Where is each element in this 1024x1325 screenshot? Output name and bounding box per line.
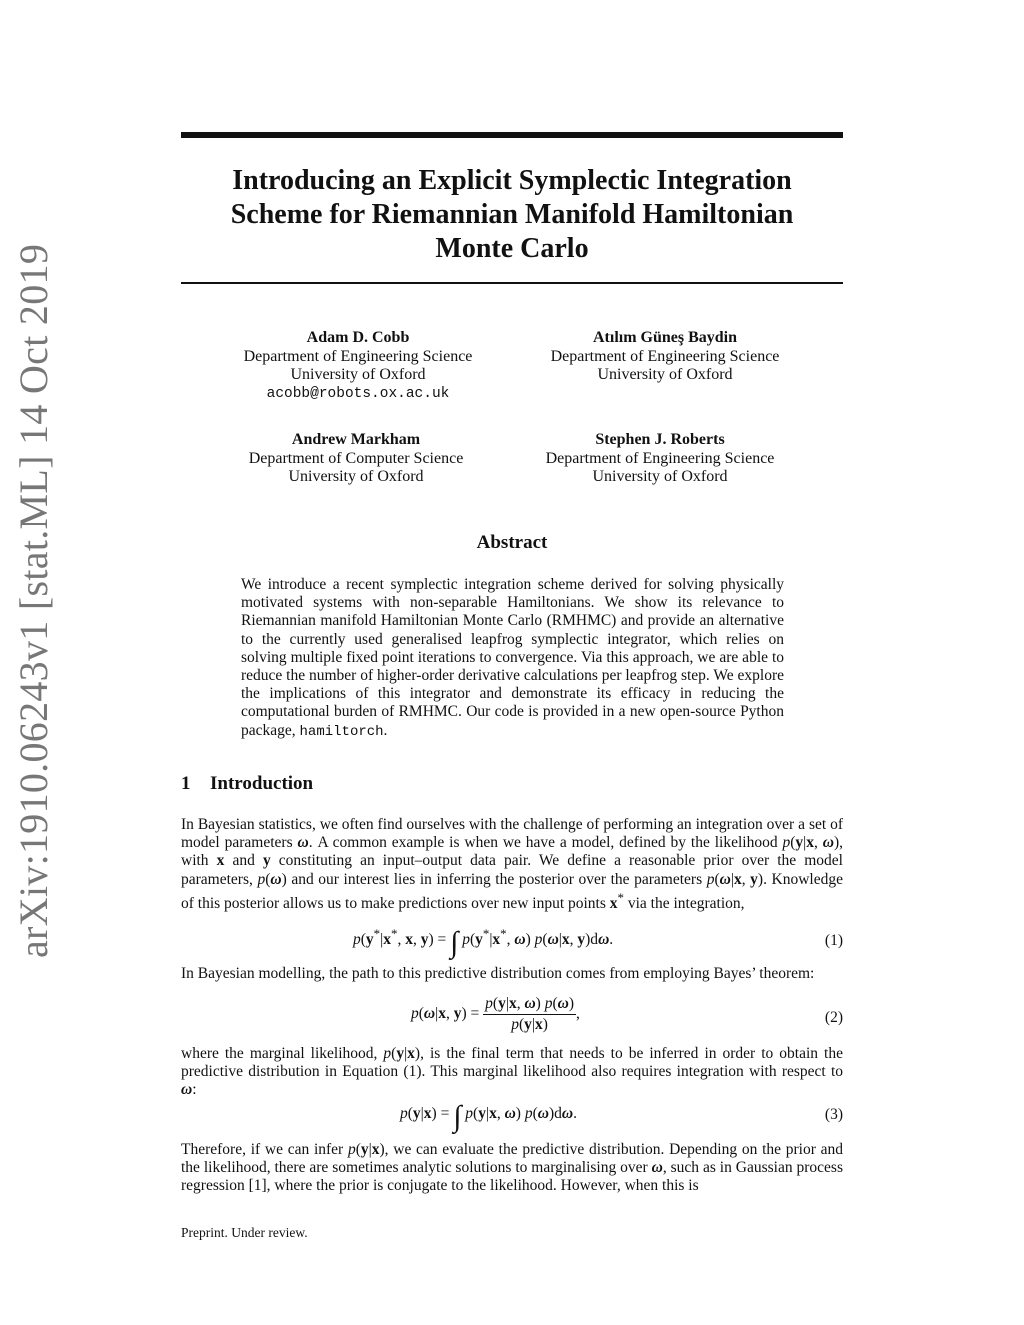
text-run: In Bayesian statistics, we often find ourselves with the challenge of performing an integration over a set of model parameters bbox=[181, 816, 843, 852]
text-run: and bbox=[224, 852, 263, 870]
author-univ: University of Oxford bbox=[592, 468, 728, 485]
section-heading bbox=[181, 773, 313, 795]
text-run: , we can evaluate the predictive distribution. Depending on the prior and the likelihood, there are sometimes analytic solutions to marginalising over bbox=[181, 1141, 843, 1177]
text-run: and our interest lies in inferring the posterior over the parameters bbox=[286, 870, 707, 888]
text-run: , is the final term that needs to be inferred in order to obtain the predictive distribution in Equation (1). This marginal likelihood also requires integration with respect to bbox=[181, 1045, 843, 1081]
equation-number: (2) bbox=[824, 1009, 843, 1026]
equation-body: p(y|x) = ∫ p(y|x, ω) p(ω)dω. bbox=[400, 1100, 577, 1133]
author-dept: Department of Computer Science bbox=[248, 449, 464, 467]
author-dept: Department of Engineering Science bbox=[550, 347, 780, 365]
abstract-text: We introduce a recent symplectic integration scheme derived for solving physically motivated systems with non-separable Hamiltonians. We show its relevance to Riemannian manifold Hamiltonian Monte Carlo (RMHMC) and provide an alternative to the currently used generalised leapfrog symplectic integrator, which relies on solving multiple fixed point iterations to convergence. Via this approach, we are able to reduce the number of higher-order derivative calculations per leapfrog step. We explore the implications of this integrator and demonstrate its efficacy in reducing the computational burden of RMHMC. Our code is provided in a new open-source Python package, bbox=[241, 576, 785, 739]
text-run: where the marginal likelihood, bbox=[181, 1045, 384, 1062]
author-univ: University of Oxford bbox=[288, 468, 424, 485]
author-dept: Department of Engineering Science bbox=[243, 347, 473, 365]
author-dept: Department of Engineering Science bbox=[545, 449, 775, 467]
author-name: Adam D. Cobb bbox=[306, 329, 410, 346]
author-block-2 bbox=[515, 329, 815, 385]
equation-3 bbox=[181, 1100, 843, 1133]
text-run: : bbox=[192, 1081, 197, 1099]
equation-2 bbox=[181, 994, 843, 1044]
abstract-end: . bbox=[383, 721, 388, 739]
equation-1 bbox=[181, 926, 843, 960]
title-line-2: Scheme for Riemannian Manifold Hamiltonian bbox=[230, 199, 794, 230]
section-title: Introduction bbox=[210, 773, 314, 794]
equation-number: (3) bbox=[824, 1106, 843, 1123]
author-block-3 bbox=[206, 431, 506, 487]
abstract-body bbox=[241, 576, 784, 741]
title-top-rule bbox=[181, 132, 843, 138]
text-run: . A common example is when we have a model, defined by the likelihood bbox=[308, 834, 783, 852]
fraction: $\frac{p(y|x, \omega) p(\omega)}{p(y|x)}$ bbox=[485, 995, 575, 1033]
author-block-4 bbox=[510, 431, 810, 487]
equation-number: (1) bbox=[824, 932, 843, 949]
title-line-1: Introducing an Explicit Symplectic Integration bbox=[232, 165, 792, 196]
title-line-3: Monte Carlo bbox=[435, 233, 589, 264]
arxiv-stamp[interactable]: arXiv:1910.06243v1 [stat.ML] 14 Oct 2019 bbox=[11, 243, 56, 958]
paper-title bbox=[181, 164, 843, 266]
author-name: Stephen J. Roberts bbox=[595, 431, 725, 448]
text-run: Therefore, if we can infer bbox=[181, 1141, 348, 1158]
intro-paragraph-4: Therefore, if we can infer p(y|x), we can evaluate the predictive distribution. Depending on the prior and the likelihood, there are sometimes analytic solutions to marginalising over ω, such as in Gaussian process regression [1], where the prior is conjugate to the likelihood. However, when this is bbox=[181, 1141, 843, 1195]
section-number: 1 bbox=[181, 773, 191, 794]
equation-body: p(y*|x*, x, y) = ∫ p(y*|x*, ω) p(ω|x, y)dω. bbox=[353, 926, 614, 960]
package-name: hamiltorch bbox=[299, 723, 384, 740]
author-block-1 bbox=[208, 329, 508, 403]
author-name: Andrew Markham bbox=[291, 431, 421, 448]
text-run: via the integration, bbox=[623, 894, 745, 912]
author-univ: University of Oxford bbox=[597, 366, 733, 383]
equation-body: p(ω|x, y) = $\frac{p(y|x, \omega) p(\omega)}{p(y|x)}$ , bbox=[411, 995, 580, 1033]
intro-paragraph-2: In Bayesian modelling, the path to this predictive distribution comes from employing Bayes’ theorem: bbox=[181, 965, 815, 982]
intro-paragraph-1: In Bayesian statistics, we often find ourselves with the challenge of performing an integration over a set of model parameters ω. A common example is when we have a model, defined by the likelihood p(y|x, ω), with x and y constituting an input–output data pair. We define a reasonable prior over the model parameters, p(ω) and our interest lies in inferring the posterior over the parameters p(ω|x, y). Knowledge of this posterior allows us to make predictions over new input points x* via the integration, bbox=[181, 816, 844, 912]
author-name: Atılım Güneş Baydin bbox=[592, 329, 738, 346]
text-run: . Knowledge of this posterior allows us to make predictions over new input points bbox=[181, 870, 844, 912]
text-run: , with bbox=[181, 834, 844, 870]
footer-note: Preprint. Under review. bbox=[181, 1225, 308, 1240]
author-univ: University of Oxford bbox=[290, 366, 426, 383]
intro-paragraph-3: where the marginal likelihood, p(y|x), is the final term that needs to be inferred in order to obtain the predictive distribution in Equation (1). This marginal likelihood also requires integration with respect to ω: bbox=[181, 1045, 843, 1099]
text-run: , such as in Gaussian process regression [1], where the prior is conjugate to the likelihood. However, when this is bbox=[181, 1159, 843, 1195]
author-email[interactable]: acobb@robots.ox.ac.uk bbox=[266, 385, 450, 402]
title-bottom-rule bbox=[181, 282, 843, 284]
text-run: constituting an input–output data pair. We define a reasonable prior over the model parameters, bbox=[181, 852, 843, 888]
abstract-heading: Abstract bbox=[476, 532, 548, 553]
